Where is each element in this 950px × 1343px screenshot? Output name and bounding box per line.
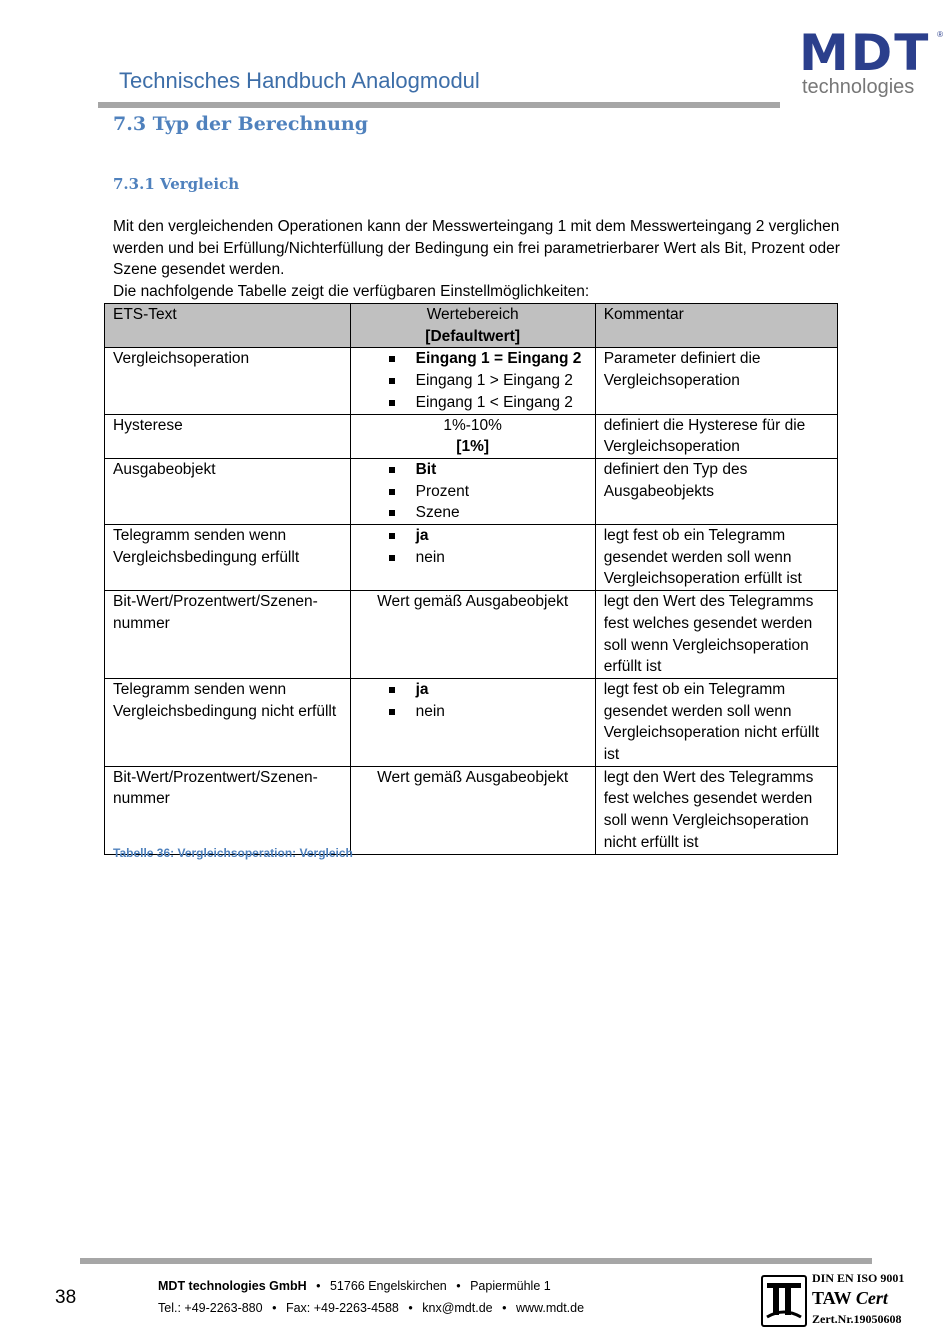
row-comment: legt den Wert des Telegramms fest welches gesendet werden soll wenn Vergleichsoperation erfüllt ist xyxy=(595,591,837,679)
table-header-row xyxy=(105,304,838,348)
option-item: ja xyxy=(389,679,587,701)
header-ets-text: ETS-Text xyxy=(105,304,351,348)
email-address: knx@mdt.de xyxy=(422,1301,493,1315)
row-comment: legt den Wert des Telegramms fest welches gesendet werden soll wenn Vergleichsoperation nicht erfüllt ist xyxy=(595,766,837,854)
row-value-range xyxy=(350,414,595,458)
parameter-table xyxy=(104,303,838,855)
row-ets-text: Vergleichsoperation xyxy=(105,348,351,414)
company-city: 51766 Engelskirchen xyxy=(329,1279,447,1293)
logo-subtitle: technologies xyxy=(802,76,915,98)
default-value: [1%] xyxy=(456,438,490,456)
cert-number: Zert.Nr.19050608 xyxy=(812,1312,902,1326)
header-comment: Kommentar xyxy=(595,304,837,348)
bullet-separator: • xyxy=(408,1301,413,1315)
row-ets-text: Telegramm senden wenn Vergleichsbedingung erfüllt xyxy=(105,525,351,591)
taw-seal-icon xyxy=(761,1275,807,1327)
option-list xyxy=(359,348,587,413)
header-default-label: [Defaultwert] xyxy=(425,327,521,345)
table-row xyxy=(105,348,838,414)
option-list xyxy=(359,679,587,722)
row-comment: definiert den Typ des Ausgabeobjekts xyxy=(595,458,837,524)
table-caption: Tabelle 36: Vergleichsoperation: Vergleich xyxy=(113,846,353,860)
iso-label: DIN EN ISO 9001 xyxy=(812,1271,905,1285)
option-item: Eingang 1 < Eingang 2 xyxy=(389,392,587,414)
option-item: nein xyxy=(389,701,587,723)
logo-wordmark: MDT xyxy=(799,24,931,82)
row-value-range xyxy=(350,348,595,414)
subsection-heading: 7.3.1 Vergleich xyxy=(113,175,240,193)
row-comment: definiert die Hysterese für die Vergleichsoperation xyxy=(595,414,837,458)
row-value-range: Wert gemäß Ausgabeobjekt xyxy=(350,766,595,854)
row-ets-text: Ausgabeobjekt xyxy=(105,458,351,524)
row-comment: legt fest ob ein Telegramm gesendet werden soll wenn Vergleichsoperation nicht erfüllt ist xyxy=(595,678,837,766)
option-item: Bit xyxy=(389,459,587,481)
intro-paragraph: Mit den vergleichenden Operationen kann der Messwerteingang 1 mit dem Messwerteingang 2 verglichen werden und bei Erfüllung/Nichterfüllung der Bedingung ein frei parametrierbarer Wert als Bit, Prozent oder Szene gesendet werden. xyxy=(113,218,840,279)
header-value-range xyxy=(350,304,595,348)
range-text: 1%-10% xyxy=(443,416,502,434)
certification-badge xyxy=(761,1271,946,1331)
mdt-logo xyxy=(797,24,943,100)
row-value-range xyxy=(350,458,595,524)
option-item: Eingang 1 = Eingang 2 xyxy=(389,348,587,370)
footer-contact-line xyxy=(158,1301,584,1315)
taw-text: TAW xyxy=(812,1288,852,1308)
row-value-range: Wert gemäß Ausgabeobjekt xyxy=(350,591,595,679)
option-item: ja xyxy=(389,525,587,547)
phone-number: Tel.: +49-2263-880 xyxy=(158,1301,263,1315)
website-url: www.mdt.de xyxy=(515,1301,585,1315)
row-ets-text: Bit-Wert/Prozentwert/Szenen-nummer xyxy=(105,591,351,679)
option-item: Szene xyxy=(389,502,587,524)
company-street: Papiermühle 1 xyxy=(470,1279,551,1293)
fax-number: Fax: +49-2263-4588 xyxy=(285,1301,399,1315)
registered-mark: ® xyxy=(937,30,943,39)
option-item: Prozent xyxy=(389,481,587,503)
company-name: MDT technologies GmbH xyxy=(158,1279,307,1293)
bullet-separator: • xyxy=(272,1301,277,1315)
bullet-separator: • xyxy=(316,1279,321,1293)
option-list xyxy=(359,459,587,524)
table-intro: Die nachfolgende Tabelle zeigt die verfügbaren Einstellmöglichkeiten: xyxy=(113,283,590,301)
table-row xyxy=(105,678,838,766)
row-ets-text: Hysterese xyxy=(105,414,351,458)
header-divider xyxy=(98,102,780,108)
page-number: 38 xyxy=(55,1287,77,1308)
cert-text: Cert xyxy=(855,1288,888,1308)
option-list xyxy=(359,525,587,568)
row-comment: legt fest ob ein Telegramm gesendet werden soll wenn Vergleichsoperation erfüllt ist xyxy=(595,525,837,591)
table-row xyxy=(105,458,838,524)
row-value-range xyxy=(350,525,595,591)
taw-cert-label xyxy=(812,1288,888,1309)
table-row xyxy=(105,766,838,854)
bullet-separator: • xyxy=(502,1301,507,1315)
option-item: Eingang 1 > Eingang 2 xyxy=(389,370,587,392)
row-ets-text: Bit-Wert/Prozentwert/Szenen-nummer xyxy=(105,766,351,854)
table-row xyxy=(105,591,838,679)
header-range-label: Wertebereich xyxy=(426,306,519,323)
taw-seal-graphic xyxy=(763,1277,805,1325)
document-header-title: Technisches Handbuch Analogmodul xyxy=(119,68,480,93)
footer-divider xyxy=(80,1258,872,1264)
table-row xyxy=(105,414,838,458)
row-comment: Parameter definiert die Vergleichsoperation xyxy=(595,348,837,414)
section-heading: 7.3 Typ der Berechnung xyxy=(113,113,369,135)
intro-text xyxy=(113,216,843,303)
row-value-range xyxy=(350,678,595,766)
footer-address-line xyxy=(158,1279,551,1293)
bullet-separator: • xyxy=(456,1279,461,1293)
option-item: nein xyxy=(389,547,587,569)
row-ets-text: Telegramm senden wenn Vergleichsbedingung nicht erfüllt xyxy=(105,678,351,766)
table-row xyxy=(105,525,838,591)
